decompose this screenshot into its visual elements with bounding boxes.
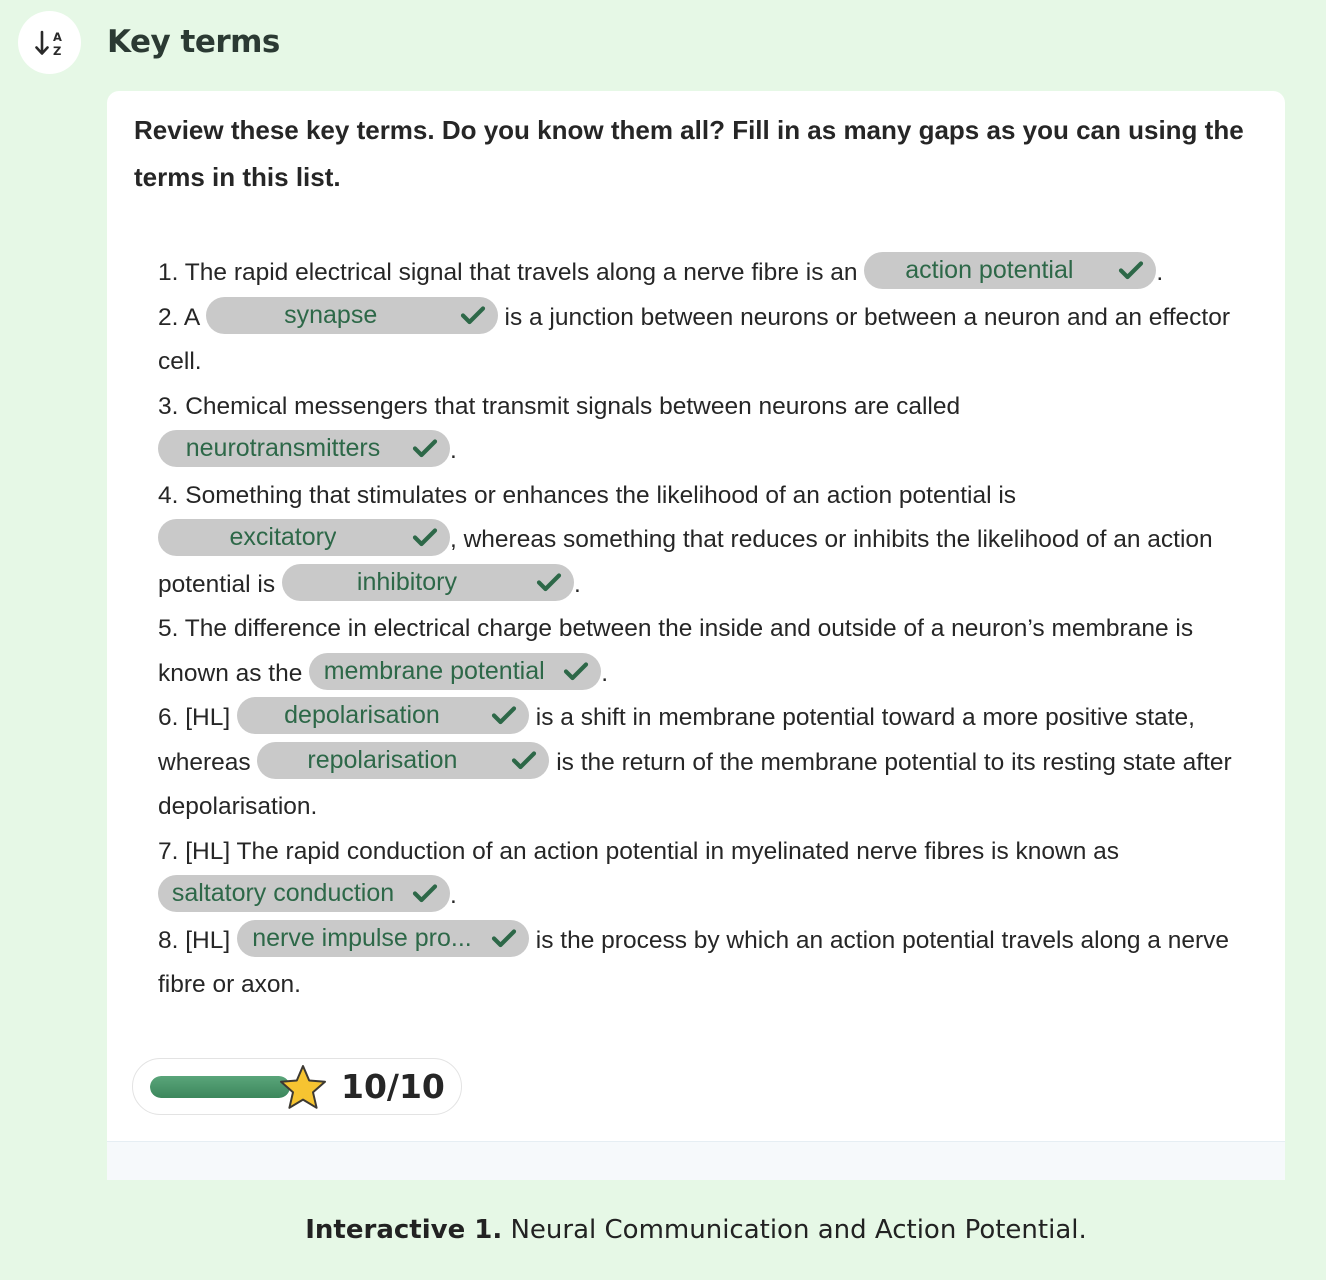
question-text: 4. Something that stimulates or enhances the likelihood of an action potential is: [158, 481, 1017, 509]
question-text: 6. [HL]: [158, 704, 237, 731]
score-text: 10/10: [341, 1067, 445, 1106]
check-icon: [412, 526, 438, 548]
check-icon: [511, 749, 537, 771]
question-text: is the process by which an action potential travels along a nerve fibre or axon.: [158, 926, 1229, 998]
question-6: [158, 696, 1243, 830]
question-text: is a shift in membrane potential toward a more positive state, whereas: [158, 704, 1195, 776]
question-text: .: [1156, 259, 1164, 286]
question-text: , whereas something that reduces or inhibits the likelihood of an action potential is: [158, 526, 1213, 598]
card-footer: [107, 1141, 1285, 1180]
check-icon: [563, 660, 589, 682]
check-icon: [491, 704, 517, 726]
key-terms-card: [107, 91, 1285, 1180]
answer-term: repolarisation: [307, 745, 458, 774]
question-text: .: [450, 437, 457, 464]
question-text: 8. [HL]: [158, 926, 237, 954]
answer-blank[interactable]: [237, 920, 529, 957]
check-icon: [491, 927, 517, 949]
question-5: [158, 607, 1243, 696]
answer-term: nerve impulse pro...: [252, 923, 472, 952]
check-icon: [536, 571, 562, 593]
star-icon: [277, 1063, 329, 1113]
check-icon: [460, 304, 486, 326]
answer-term: action potential: [905, 256, 1074, 285]
answer-blank[interactable]: [864, 252, 1156, 289]
answer-blank[interactable]: [158, 875, 450, 912]
score-progress: [132, 1058, 462, 1115]
question-7: [158, 830, 1243, 919]
answer-term: synapse: [284, 300, 378, 329]
answer-blank[interactable]: [282, 564, 574, 601]
instructions-text: Review these key terms. Do you know them all? Fill in as many gaps as you can using the terms in this list.: [134, 115, 1244, 192]
question-text: 3. Chemical messengers that transmit signals between neurons are called: [158, 392, 961, 420]
answer-blank[interactable]: [237, 697, 529, 734]
sort-button[interactable]: [18, 11, 81, 74]
question-3: [158, 385, 1243, 474]
answer-blank[interactable]: [158, 519, 450, 556]
question-text: is a junction between neurons or between a neuron and an effector cell.: [158, 303, 1231, 375]
check-icon: [412, 437, 438, 459]
question-2: [158, 296, 1243, 385]
progress-track: [150, 1076, 290, 1098]
question-text: 2. A: [158, 303, 206, 331]
sort-az-icon: [34, 28, 66, 58]
question-text: .: [450, 882, 457, 909]
answer-term: inhibitory: [356, 567, 457, 596]
answer-term: excitatory: [229, 523, 337, 552]
question-text: 7. [HL] The rapid conduction of an action potential in myelinated nerve fibres is known as: [158, 837, 1120, 865]
questions-list: [158, 251, 1243, 1008]
caption-text: Neural Communication and Action Potential.: [502, 1215, 1087, 1245]
check-icon: [412, 882, 438, 904]
question-4: [158, 474, 1243, 608]
section-title: Key terms: [107, 24, 280, 60]
answer-term: membrane potential: [323, 656, 545, 685]
answer-blank[interactable]: [206, 297, 498, 334]
answer-term: saltatory conduction: [171, 879, 395, 908]
svg-text:A: A: [52, 29, 62, 44]
question-text: .: [601, 659, 608, 687]
question-1: [158, 251, 1243, 296]
caption-label: Interactive 1.: [305, 1215, 503, 1245]
question-text: is the return of the membrane potential to its resting state after depolarisation.: [158, 748, 1232, 820]
question-text: .: [573, 570, 581, 598]
answer-blank[interactable]: [309, 653, 601, 690]
question-text: 1. The rapid electrical signal that travels along a nerve fibre is an: [158, 259, 865, 286]
figure-caption: [0, 1215, 1326, 1245]
question-8: [158, 919, 1243, 1008]
answer-term: depolarisation: [284, 701, 440, 730]
progress-fill: [150, 1076, 290, 1098]
check-icon: [1118, 259, 1144, 281]
answer-term: neurotransmitters: [185, 434, 381, 463]
svg-text:Z: Z: [52, 43, 61, 58]
question-text: 5. The difference in electrical charge between the inside and outside of a neuron’s membrane is known as the: [158, 615, 1194, 687]
answer-blank[interactable]: [158, 430, 450, 467]
answer-blank[interactable]: [257, 742, 549, 779]
